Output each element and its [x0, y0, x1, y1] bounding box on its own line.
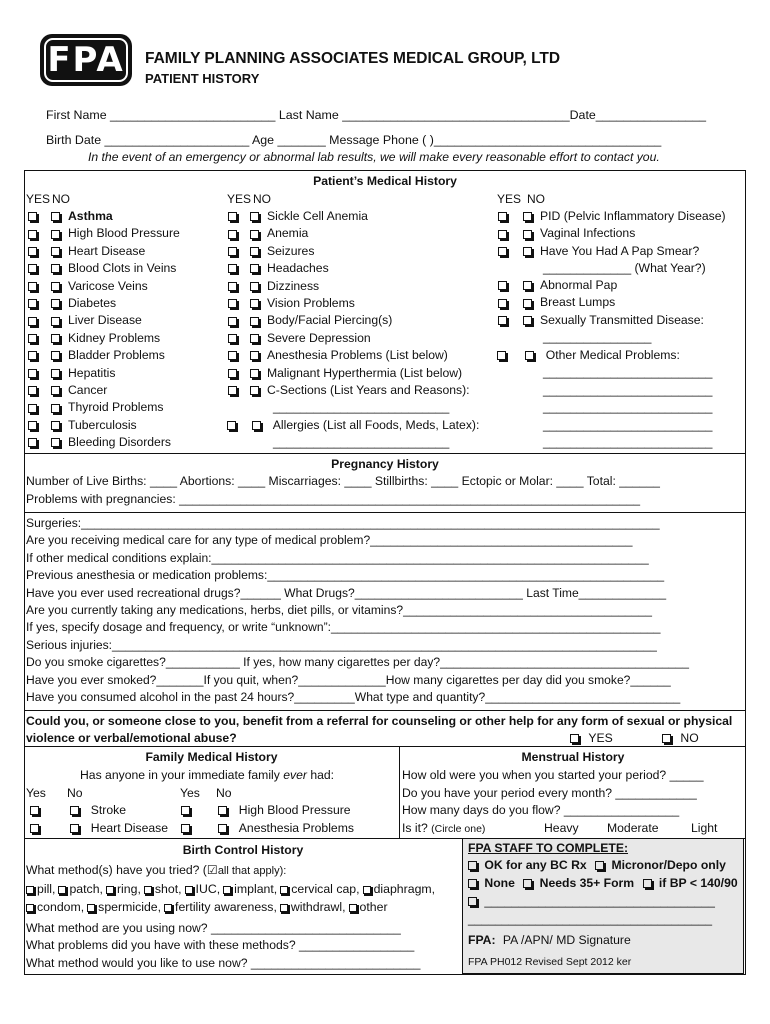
bc-method-label: implant, [234, 882, 278, 896]
condition-label: High Blood Pressure [68, 226, 180, 241]
bc-methods-row-2 [26, 899, 388, 916]
condition-label: Abnormal Pap [540, 278, 618, 292]
bc-q3[interactable]: What problems did you have with these methods? _________________ [26, 938, 415, 952]
bc-method-checkbox[interactable] [363, 886, 371, 894]
pap-year[interactable]: _____________ (What Year?) [543, 261, 706, 275]
condition-yes-checkbox[interactable] [228, 264, 237, 273]
condition-no-checkbox[interactable] [250, 230, 259, 239]
other-problems-label: Other Medical Problems: [545, 348, 680, 362]
ok-any-bc-checkbox[interactable] [468, 861, 477, 870]
condition-no-checkbox[interactable] [51, 334, 60, 343]
birth-control-title: Birth Control History [182, 843, 304, 857]
condition-yes-checkbox[interactable] [498, 316, 507, 325]
condition-row [498, 225, 635, 242]
pregnancy-problems[interactable]: Problems with pregnancies: ____________________________________________________________________ [26, 492, 641, 506]
condition-yes-checkbox[interactable] [28, 438, 37, 447]
condition-label: Varicose Veins [68, 278, 148, 293]
none-checkbox[interactable] [468, 879, 477, 888]
question-line[interactable]: If other medical conditions explain:_________________________________________________________________ [26, 550, 649, 565]
menstrual-q3[interactable]: How many days do you flow? _________________ [402, 803, 680, 817]
condition-no-checkbox[interactable] [250, 351, 259, 360]
question-line[interactable]: Serious injuries:_________________________________________________________________________________ [26, 637, 657, 652]
bc-method-checkbox[interactable] [106, 886, 114, 894]
question-line[interactable]: Have you ever used recreational drugs?______ What Drugs?_________________________ Last Time_____________ [26, 585, 667, 600]
flow-light[interactable]: Light [691, 821, 718, 835]
staff-other-line[interactable]: __________________________________ [484, 894, 715, 908]
all-apply-note: all that apply): [217, 865, 287, 877]
condition-label: Asthma [68, 209, 113, 223]
condition-yes-checkbox[interactable] [28, 230, 37, 239]
col1-yes-header: YES [26, 192, 51, 206]
form-title: PATIENT HISTORY [145, 71, 260, 86]
condition-label: Breast Lumps [540, 295, 616, 310]
condition-yes-checkbox[interactable] [28, 299, 37, 308]
pregnancy-title: Pregnancy History [331, 457, 439, 471]
other-line-3[interactable]: _________________________ [543, 400, 713, 414]
anesthesia-no-checkbox[interactable] [218, 824, 227, 833]
condition-row [28, 365, 115, 382]
condition-yes-checkbox[interactable] [498, 247, 507, 256]
medical-history-title: Patient’s Medical History [313, 174, 457, 188]
stroke-label: Stroke [90, 803, 127, 817]
condition-label: Tuberculosis [68, 417, 137, 432]
allergies-row [227, 417, 479, 434]
condition-label: Cancer [68, 383, 108, 397]
ok-any-bc-label: OK for any BC Rx [484, 858, 587, 872]
condition-row [28, 225, 180, 242]
question-line[interactable]: Surgeries:______________________________________________________________________________________ [26, 516, 660, 530]
family-stroke-row [30, 802, 126, 819]
condition-label: PID (Pelvic Inflammatory Disease) [540, 209, 726, 223]
fpa-label: FPA: [468, 933, 496, 947]
family-question [80, 767, 334, 784]
condition-no-checkbox[interactable] [250, 212, 259, 221]
family-no-2: No [216, 786, 232, 800]
micronor-label: Micronor/Depo only [611, 858, 726, 872]
heart-yes-checkbox[interactable] [30, 824, 39, 833]
family-anesthesia-row [181, 820, 354, 837]
circle-one-note: (Circle one) [431, 823, 486, 835]
col2-no-header: NO [253, 192, 271, 206]
condition-label: Sickle Cell Anemia [267, 209, 368, 223]
condition-no-checkbox[interactable] [523, 316, 532, 325]
needs-35-checkbox[interactable] [523, 879, 532, 888]
org-name: FAMILY PLANNING ASSOCIATES MEDICAL GROUP, LTD [145, 50, 561, 67]
bp-check-checkbox[interactable] [643, 879, 652, 888]
condition-no-checkbox[interactable] [51, 317, 60, 326]
condition-row [228, 365, 462, 382]
condition-label: Diabetes [68, 296, 117, 310]
referral-no-label: NO [680, 731, 699, 745]
condition-yes-checkbox[interactable] [228, 247, 237, 256]
name-line[interactable]: First Name ________________________ Last Name _________________________________Date________________ [46, 108, 707, 122]
condition-no-checkbox[interactable] [523, 212, 532, 221]
bc-q4[interactable]: What method would you like to use now? _________________________ [26, 956, 421, 970]
menstrual-title: Menstrual History [521, 750, 625, 764]
condition-row [228, 330, 371, 347]
csection-line[interactable]: __________________________ [273, 400, 450, 414]
bc-method-label: pill, [37, 882, 56, 896]
family-no-1: No [67, 786, 83, 800]
condition-row [228, 278, 319, 295]
condition-label: Headaches [267, 261, 329, 276]
condition-row [498, 312, 704, 329]
condition-label: C-Sections (List Years and Reasons): [267, 383, 470, 397]
condition-label: Dizziness [267, 278, 320, 293]
condition-no-checkbox[interactable] [250, 299, 259, 308]
bc-method-label: spermicide, [98, 900, 162, 914]
condition-yes-checkbox[interactable] [228, 369, 237, 378]
stroke-yes-checkbox[interactable] [30, 806, 39, 815]
question-line[interactable]: Are you currently taking any medications, herbs, diet pills, or vitamins?_____________________________________ [26, 603, 652, 617]
bc-method-label: other [359, 900, 388, 914]
std-line[interactable]: ________________ [543, 330, 652, 344]
condition-label: Vision Problems [267, 296, 355, 310]
bc-method-label: IUC, [195, 882, 221, 896]
condition-yes-checkbox[interactable] [228, 351, 237, 360]
col3-no-header: NO [527, 192, 545, 206]
bc-method-label: ring, [116, 882, 141, 896]
condition-yes-checkbox[interactable] [228, 230, 237, 239]
condition-label: Have You Had A Pap Smear? [540, 243, 700, 258]
referral-yes-label: YES [588, 731, 613, 745]
condition-row [498, 208, 726, 225]
stroke-no-checkbox[interactable] [70, 806, 79, 815]
condition-label: Thyroid Problems [68, 400, 164, 415]
heart-disease-label: Heart Disease [90, 821, 169, 835]
bc-method-checkbox[interactable] [58, 886, 66, 894]
condition-no-checkbox[interactable] [51, 212, 60, 221]
condition-yes-checkbox[interactable] [28, 264, 37, 273]
condition-no-checkbox[interactable] [51, 351, 60, 360]
menstrual-q2[interactable]: Do you have your period every month? ____________ [402, 786, 697, 800]
staff-signature-row [468, 932, 631, 949]
birth-line[interactable]: Birth Date _____________________ Age _______ Message Phone ( )_________________________________ [46, 133, 662, 147]
condition-row [28, 434, 171, 451]
bp-yes-checkbox[interactable] [181, 806, 190, 815]
other-line-4[interactable]: _________________________ [543, 418, 713, 432]
other-problems-row [497, 347, 680, 364]
family-question-em: ever [283, 768, 307, 782]
condition-label: Severe Depression [267, 330, 371, 345]
condition-yes-checkbox[interactable] [28, 247, 37, 256]
condition-yes-checkbox[interactable] [228, 212, 237, 221]
bp-label: High Blood Pressure [238, 803, 351, 817]
bc-tried-question [26, 862, 286, 879]
staff-title: FPA STAFF TO COMPLETE: [468, 841, 629, 855]
condition-label: Liver Disease [68, 313, 142, 328]
condition-row [228, 225, 308, 242]
condition-row [28, 295, 116, 312]
condition-yes-checkbox[interactable] [28, 386, 37, 395]
question-line[interactable]: Are you receiving medical care for any type of medical problem?_______________________________________ [26, 533, 633, 548]
bc-method-label: cervical cap, [291, 882, 360, 896]
condition-no-checkbox[interactable] [51, 421, 60, 430]
menstrual-q4-label: Is it? [402, 821, 428, 835]
bc-methods-row-1 [26, 881, 435, 898]
condition-row [228, 312, 392, 329]
condition-row [28, 330, 160, 347]
question-line[interactable]: If yes, specify dosage and frequency, or write “unknown”:_________________________________________________ [26, 620, 661, 635]
bc-method-checkbox[interactable] [144, 886, 152, 894]
allergies-yes-checkbox[interactable] [227, 421, 236, 430]
revision-note: FPA PH012 Revised Sept 2012 ker [468, 956, 632, 968]
condition-row [28, 243, 145, 260]
emergency-note: In the event of an emergency or abnormal lab results, we will make every reasonable effort to contact you. [88, 150, 660, 164]
condition-yes-checkbox[interactable] [228, 299, 237, 308]
condition-row [498, 277, 617, 294]
referral-no-checkbox[interactable] [662, 734, 671, 743]
condition-yes-checkbox[interactable] [28, 317, 37, 326]
condition-no-checkbox[interactable] [51, 438, 60, 447]
condition-yes-checkbox[interactable] [28, 404, 37, 413]
condition-no-checkbox[interactable] [523, 230, 532, 239]
condition-label: Bleeding Disorders [68, 435, 171, 450]
bc-method-label: condom, [37, 900, 85, 914]
condition-no-checkbox[interactable] [250, 386, 259, 395]
question-line[interactable]: Do you smoke cigarettes?___________ If yes, how many cigarettes per day?_____________________________________ [26, 655, 689, 670]
condition-no-checkbox[interactable] [51, 264, 60, 273]
condition-yes-checkbox[interactable] [498, 212, 507, 221]
bc-method-checkbox[interactable] [223, 886, 231, 894]
condition-no-checkbox[interactable] [51, 230, 60, 239]
staff-row-2 [468, 875, 738, 892]
condition-row [228, 243, 314, 260]
logo-text: FPA [44, 38, 128, 82]
staff-other-checkbox[interactable] [468, 897, 477, 906]
referral-yes-checkbox[interactable] [570, 734, 579, 743]
condition-label: Kidney Problems [68, 330, 161, 345]
condition-yes-checkbox[interactable] [228, 334, 237, 343]
other-line-5[interactable]: _________________________ [543, 435, 713, 449]
condition-no-checkbox[interactable] [250, 264, 259, 273]
other-line-1[interactable]: _________________________ [543, 365, 713, 379]
menstrual-q4 [402, 820, 485, 837]
condition-label: Bladder Problems [68, 348, 165, 363]
condition-no-checkbox[interactable] [523, 299, 532, 308]
condition-row [28, 399, 164, 416]
pregnancy-counts[interactable]: Number of Live Births: ____ Abortions: ____ Miscarriages: ____ Stillbirths: ____ Ectopic or Molar: ____ Total: ______ [26, 474, 660, 488]
flow-heavy[interactable]: Heavy [544, 821, 579, 835]
condition-row [498, 243, 699, 260]
condition-no-checkbox[interactable] [250, 334, 259, 343]
other-line-2[interactable]: _________________________ [543, 383, 713, 397]
condition-no-checkbox[interactable] [250, 369, 259, 378]
flow-moderate[interactable]: Moderate [607, 821, 659, 835]
bc-method-label: shot, [154, 882, 182, 896]
condition-row [28, 382, 107, 399]
condition-yes-checkbox[interactable] [228, 317, 237, 326]
condition-row [28, 208, 113, 225]
condition-label: Anesthesia Problems (List below) [267, 348, 448, 363]
fpa-logo [40, 34, 132, 86]
referral-yes [570, 730, 613, 747]
condition-no-checkbox[interactable] [250, 282, 259, 291]
bc-method-checkbox[interactable] [87, 904, 95, 912]
condition-yes-checkbox[interactable] [28, 282, 37, 291]
condition-no-checkbox[interactable] [523, 281, 532, 290]
bc-method-label: withdrawl, [290, 900, 346, 914]
condition-label: Vaginal Infections [540, 226, 636, 241]
condition-no-checkbox[interactable] [250, 247, 259, 256]
condition-no-checkbox[interactable] [250, 317, 259, 326]
bc-tried-label: What method(s) have you tried? ( [26, 863, 207, 877]
bc-method-checkbox[interactable] [185, 886, 193, 894]
question-line[interactable]: Have you consumed alcohol in the past 24 hours?_________What type and quantity?_____________________________ [26, 690, 681, 704]
menstrual-q1[interactable]: How old were you when you started your period? _____ [402, 768, 704, 782]
signature-label[interactable]: PA /APN/ MD Signature [502, 933, 631, 947]
bp-check-label: if BP < 140/90 [658, 876, 738, 890]
allergies-label: Allergies (List all Foods, Meds, Latex): [272, 418, 480, 432]
referral-no [662, 730, 699, 747]
condition-row [228, 260, 329, 277]
anesthesia-yes-checkbox[interactable] [181, 824, 190, 833]
condition-yes-checkbox[interactable] [28, 369, 37, 378]
condition-yes-checkbox[interactable] [498, 299, 507, 308]
col3-yes-header: YES [497, 192, 522, 206]
condition-row [28, 347, 165, 364]
condition-yes-checkbox[interactable] [28, 212, 37, 221]
condition-yes-checkbox[interactable] [28, 334, 37, 343]
condition-no-checkbox[interactable] [523, 247, 532, 256]
checked-box-icon: ☑ [206, 863, 218, 877]
bc-method-checkbox[interactable] [26, 904, 34, 912]
needs-35-label: Needs 35+ Form [539, 876, 635, 890]
staff-row-3 [468, 893, 715, 910]
referral-line-2: violence or verbal/emotional abuse? [26, 731, 237, 745]
condition-row [28, 278, 148, 295]
micronor-checkbox[interactable] [595, 861, 604, 870]
family-yes-2: Yes [180, 786, 200, 800]
condition-label: Malignant Hyperthermia (List below) [267, 365, 463, 380]
bc-q2[interactable]: What method are you using now? ____________________________ [26, 921, 401, 935]
family-heart-row [30, 820, 168, 837]
anesthesia-label: Anesthesia Problems [238, 821, 354, 835]
bp-no-checkbox[interactable] [218, 806, 227, 815]
family-bp-row [181, 802, 351, 819]
condition-row [28, 260, 176, 277]
condition-label: Blood Clots in Veins [68, 261, 177, 276]
condition-yes-checkbox[interactable] [28, 351, 37, 360]
family-history-title: Family Medical History [145, 750, 278, 764]
none-label: None [484, 876, 515, 890]
condition-yes-checkbox[interactable] [498, 230, 507, 239]
condition-no-checkbox[interactable] [51, 247, 60, 256]
condition-no-checkbox[interactable] [51, 299, 60, 308]
bc-method-label: fertility awareness, [175, 900, 277, 914]
family-question-post: had: [306, 768, 335, 782]
condition-no-checkbox[interactable] [51, 369, 60, 378]
condition-row [28, 312, 142, 329]
condition-yes-checkbox[interactable] [28, 421, 37, 430]
family-question-pre: Has anyone in your immediate family [80, 768, 284, 782]
other-no-checkbox[interactable] [525, 351, 534, 360]
condition-row [228, 382, 470, 399]
allergies-no-checkbox[interactable] [252, 421, 261, 430]
allergies-line[interactable]: __________________________ [273, 435, 450, 449]
condition-yes-checkbox[interactable] [228, 386, 237, 395]
condition-label: Seizures [267, 243, 315, 258]
bc-method-checkbox[interactable] [280, 886, 288, 894]
condition-yes-checkbox[interactable] [498, 281, 507, 290]
condition-label: Body/Facial Piercing(s) [267, 313, 393, 328]
condition-label: Anemia [267, 226, 309, 241]
question-line[interactable]: Have you ever smoked?_______If you quit, when?_____________How many cigarettes per day did you smoke?______ [26, 672, 671, 687]
condition-row [28, 417, 137, 434]
referral-line-1: Could you, or someone close to you, benefit from a referral for counseling or other help for any form of sexual or physical [26, 714, 733, 728]
col1-no-header: NO [52, 192, 70, 206]
bc-method-checkbox[interactable] [26, 886, 34, 894]
bc-method-label: diaphragm, [373, 882, 436, 896]
condition-label: Sexually Transmitted Disease: [540, 312, 704, 327]
condition-row [498, 294, 615, 311]
bc-method-checkbox[interactable] [280, 904, 288, 912]
condition-label: Heart Disease [68, 243, 146, 258]
family-yes-1: Yes [26, 786, 46, 800]
bc-method-label: patch, [69, 882, 103, 896]
col2-yes-header: YES [227, 192, 252, 206]
question-line[interactable]: Previous anesthesia or medication problems:___________________________________________________________ [26, 568, 665, 583]
staff-row-1 [468, 857, 726, 874]
condition-yes-checkbox[interactable] [228, 282, 237, 291]
condition-row [228, 295, 355, 312]
condition-no-checkbox[interactable] [51, 282, 60, 291]
other-yes-checkbox[interactable] [497, 351, 506, 360]
heart-no-checkbox[interactable] [70, 824, 79, 833]
condition-no-checkbox[interactable] [51, 404, 60, 413]
condition-no-checkbox[interactable] [51, 386, 60, 395]
condition-label: Hepatitis [68, 365, 116, 380]
staff-row-4[interactable]: ____________________________________ [468, 912, 713, 926]
condition-row [228, 347, 448, 364]
bc-method-checkbox[interactable] [349, 904, 357, 912]
condition-row [228, 208, 368, 225]
bc-method-checkbox[interactable] [164, 904, 172, 912]
